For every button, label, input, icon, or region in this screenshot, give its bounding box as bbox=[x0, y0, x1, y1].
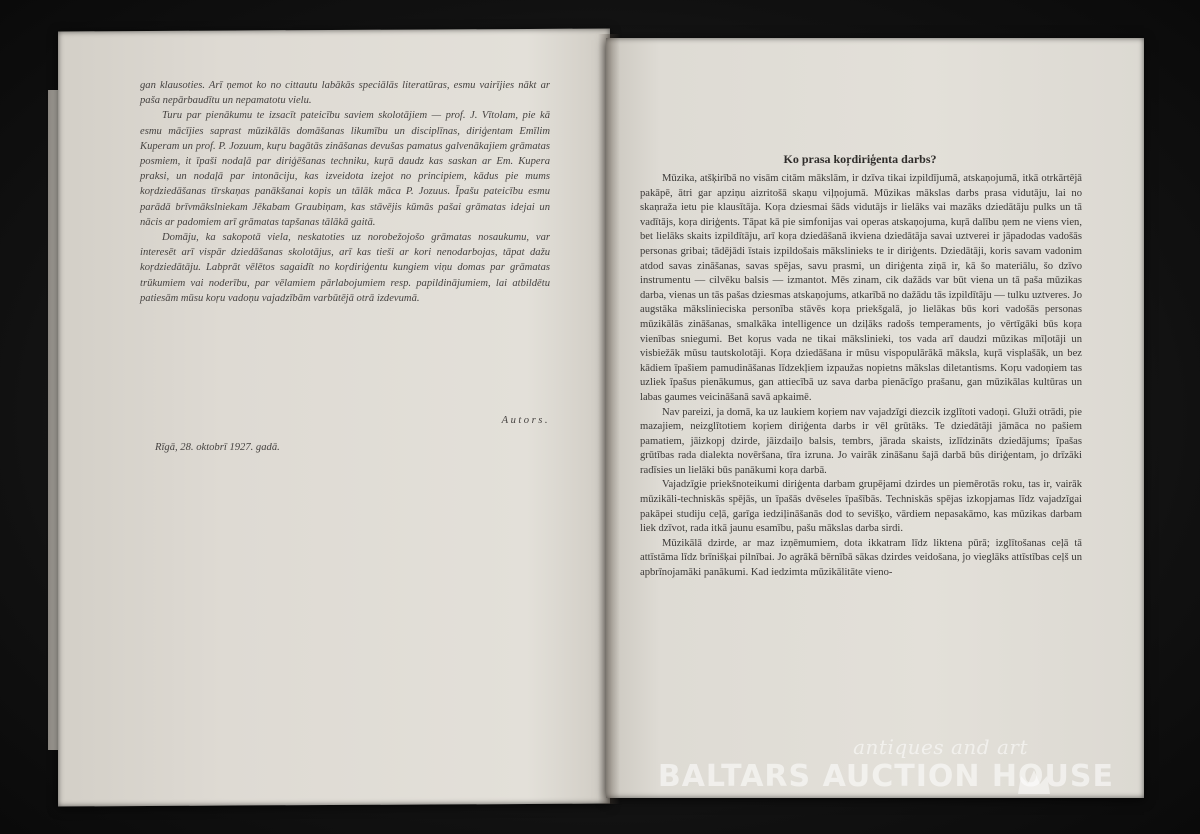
right-page-text bbox=[640, 172, 1082, 581]
left-paragraph-3: Domāju, ka sakopotā viela, neskatoties uz norobežojošo grāmatas nosaukumu, var interesēt arī vispār dziedāšanas skolotājus, arī kas tieši ar kori nenodarbojas, tāpat dažu koŗdziedātāju. Labprāt vēlētos sagaidīt no koŗdiriģentu kungiem viņu domas par grāmatas trūkumiem vai noderību, par vēlamiem pārlabojumiem resp. papildinājumiem, lai atbildētu patiesām mūsu koŗu vadoņu vajadzībām varbūtējā otrā izdevumā. bbox=[140, 232, 550, 304]
left-paragraph-2: Turu par pienākumu te izsacīt pateicību saviem skolotājiem — prof. J. Vītolam, pie kā esmu mācījies saprast mūzikālās domāšanas likumību un disciplīnas, diriģentam Emīlim Kuperam un prof. P. Jozuum, kuŗu bagātās zināšanas devušas pamatus galvenākajiem grāmatas posmiem, it īpaši nodaļā par diriģēšanas techniku, kuŗā daudz kas saskan ar Em. Kupera praksi, un nodaļā par intonāciju, kas izveidota izejot no principiem, kādus pie mums koŗdziedāšanas tīrskaņas panākšanai kopis un tālāk māca P. Jozuus. Īpašu pateicību esmu parādā brīvmākslniekam Jēkabam Graubiņam, kas stāvējis kūmās pašai grāmatas idejai un nācis ar padomiem arī grāmatas tapšanas tālākā gaitā. bbox=[140, 110, 550, 228]
right-paragraph-1: Mūzika, atšķirībā no visām citām mākslām, ir dzīva tikai izpildījumā, atskaņojumā, itkā otrkārtējā pakāpē, ātri gar apziņu aizritošā skaņu viļņojumā. Mūzikas mākslas darbs prasa vidutāju, lai no skaņraža ietu pie klausītāja. Koŗa dziesmai šāds vidutājs ir lielāks vai mazāks dziedātāju pulks un tā vadītājs, koŗa diriģents. Tāpat kā pie simfonijas vai operas atskaņojuma, kuŗā dalību ņem ne viens vien, bet lielāks skaits izpildītāju, arī koŗa dziedāšanā ikviena dziedātāja savai uztverei ir jāpadodas vadošās personas gribai; tādējādi īstais izpildošais mākslinieks te ir diriģents. Dziedātāji, koris savam vadonim atdod savas zināšanas, savas spējas, savu prasmi, un diriģenta ziņā ir, kā šo materiālu, šo dzīvo instrumentu — cilvēku balsis — izmantot. Mēs zinam, cik dažāds var būt viena un tā paša mūzikas darba, vienas un tās pašas dziesmas atskaņojums, atkarībā no dažādu tās izpildītāju — tulku uztveres. Jo augstāka mākslinieciska personība stāvēs koŗa priekšgalā, jo lielākas būs kori vadošās personas mūzikālās zināšanas, smalkāka intelligence un dziļāks radošs temperaments, jo vērtīgāki būs koŗa vienības sniegumi. Bet koŗus vada ne tikai mākslinieki, tos vada arī daudzi mūzikas mīļotāji un visbiežāk mūsu tautskolotāji. Koŗa dziedāšana ir mūsu vispopulārākā māksla, kuŗā visplašāk, un bez kādiem īpašiem pamudināšanas līdzekļiem izpaužas nopietns mākslas diletantisms. Koŗu vadoņiem tas uzliek īpašus pienākumus, gan attiecībā uz sava darba pienācīgo prašanu, gan mūzikālas kultūras un labas gaumes veicināšanā savā apkaimē. bbox=[640, 173, 1082, 403]
right-paragraph-3: Vajadzīgie priekšnoteikumi diriģenta darbam grupējami dzirdes un piemērotās roku, tas ir, vairāk mūzikāli-techniskās spējās, un īpašās dvēseles īpašībās. Techniskās spējas izkopjamas līdz vajadzīgai pakāpei studiju ceļā, garīga iedziļināšanās dod to sevišķo, vārdiem nepasakāmo, kas mūzikas darbam liek dzīvot, rada itkā jaunu esamību, pašu mākslas darba sirdi. bbox=[640, 479, 1082, 535]
left-page-text bbox=[140, 78, 550, 306]
crown-icon bbox=[1016, 768, 1052, 796]
right-paragraph-2: Nav pareizi, ja domā, ka uz laukiem koŗiem nav vajadzīgi diezcik izglītoti vadoņi. Gluži otrādi, pie mazajiem, neizglītotiem koŗiem diriģenta darbs ir vēl grūtāks. Te dziedātāji jāmāca no pašiem pamatiem, jāizkopj dzirde, jāizdaiļo balsis, tembrs, jārada skaists, izlīdzināts dziedājums; īpašas grūtības rada dialekta novēršana, tīra izruna. Jo vairāk zināšanu šajā darbā būs diriģentam, jo drīzāki radīsies un lielāki būs panākumi koŗa darbā. bbox=[640, 406, 1082, 476]
watermark-brand: BALTARS AUCTION HOUSE bbox=[657, 759, 1114, 794]
watermark-tagline: antiques and art bbox=[853, 735, 1028, 759]
author-signature: Autors. bbox=[501, 415, 550, 426]
right-paragraph-4: Mūzikālā dzirde, ar maz izņēmumiem, dota ikkatram līdz liktena pūrā; izglītošanas ceļā tā attīstāma līdz brīnišķai pilnībai. Jo agrākā bērnībā sākas dzirdes veidošana, jo vieglāks attīstības ceļš un apbrīnojamāki panākumi. Kad iedzimta mūzikālitāte vieno- bbox=[640, 537, 1082, 579]
dateline: Rīgā, 28. oktobrī 1927. gadā. bbox=[155, 442, 280, 453]
chapter-title: Ko prasa koŗdiriģenta darbs? bbox=[783, 152, 937, 166]
left-paragraph-1: gan klausoties. Arī ņemot ko no cittautu labākās speciālās literatūras, esmu vairījies nākt ar paša nepārbaudītu un nepamatotu vielu. bbox=[140, 80, 550, 107]
